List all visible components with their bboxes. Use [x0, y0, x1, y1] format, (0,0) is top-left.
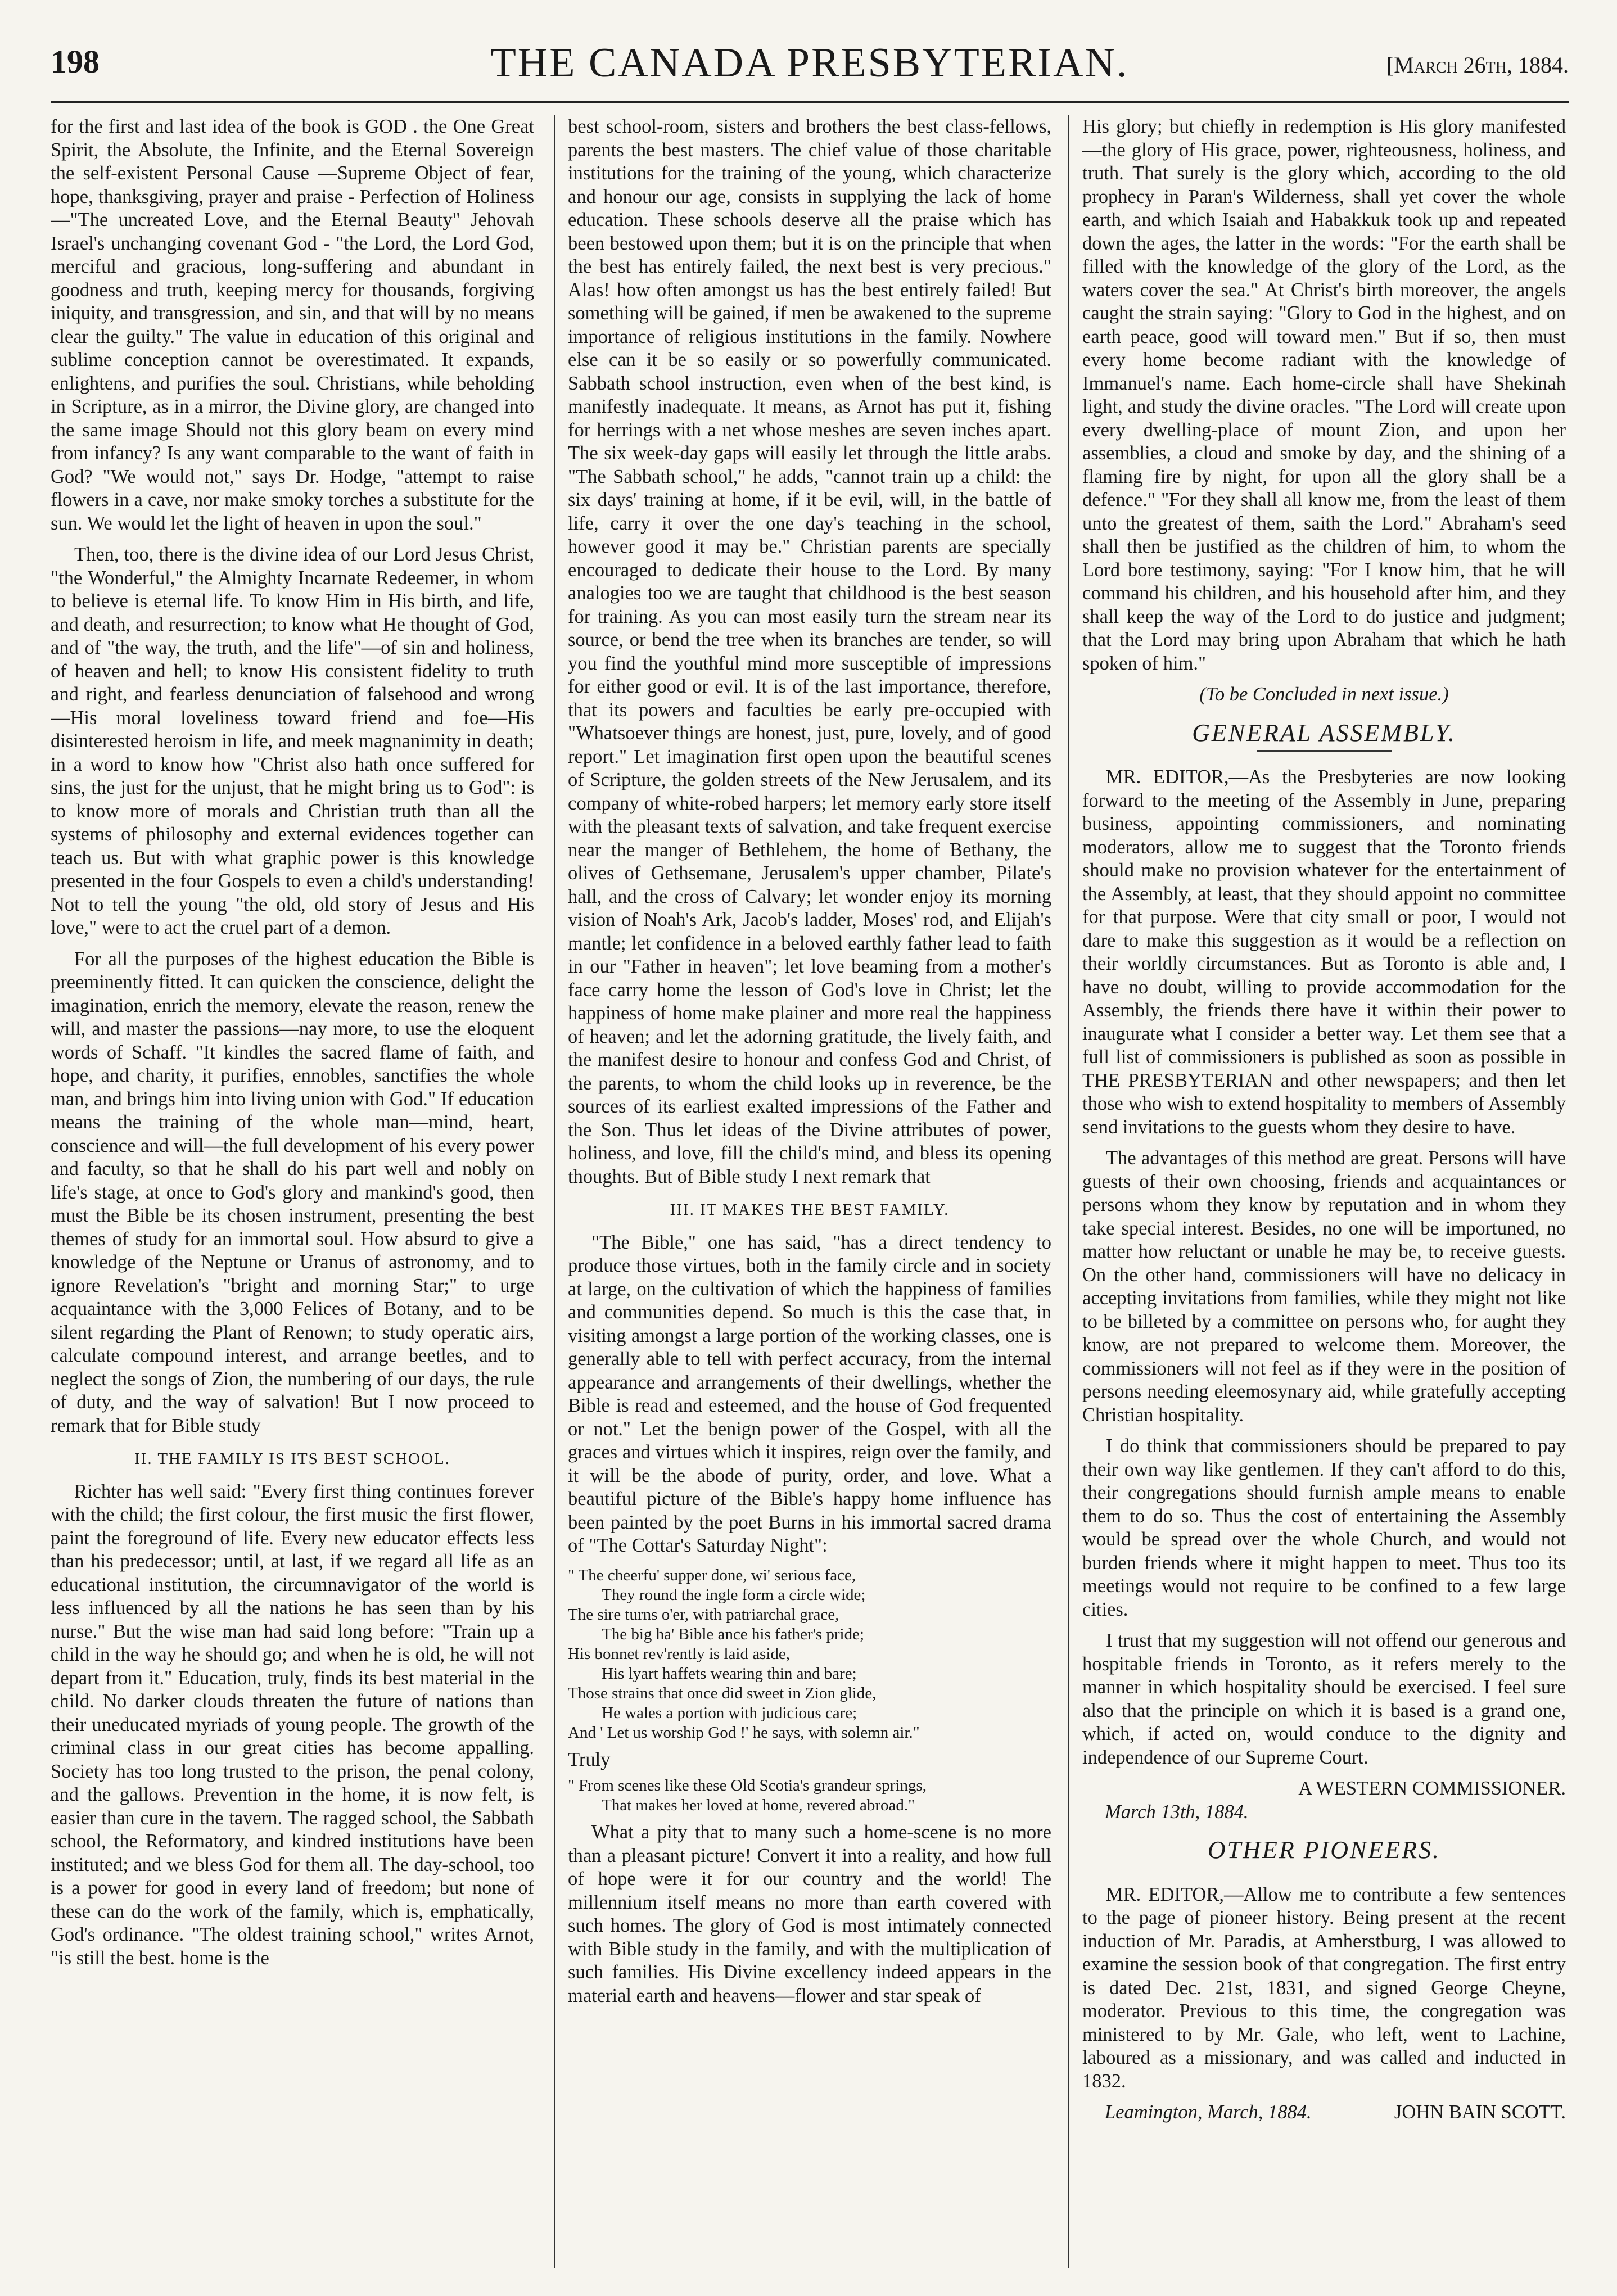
paragraph: What a pity that to many such a home-scene is no more than a pleasant picture! Convert it into a reality, and how full of hope were it for our country and the world! The millennium itself means no more than earth covered with such homes. The glory of God is most intimately connected with Bible study in the family, and with the multiplication of such families. His Divine excellency indeed appears in the material earth and heavens—flower and star speak of	[568, 1822, 1051, 2006]
signature: JOHN BAIN SCOTT.	[1394, 2101, 1566, 2123]
dateline: March 13th, 1884.	[1105, 1801, 1249, 1823]
heading-rule	[1257, 750, 1392, 754]
poem-line: His bonnet rev'rently is laid aside,	[568, 1644, 791, 1663]
paragraph: The advantages of this method are great. Persons will have guests of their own choosing, friends and acquaintances or persons whom they know by reputation and in whom they take special interest. Besides, no one will be importuned, no matter how reluctant or unable he may be, to receive guests. On the other hand, commissioners will have no delicacy in accepting invitations from families, while they might not like to be billeted by a committee on persons who, for aught they know, are not prepared to welcome them. Moreover, the commissioners will not feel as if they were in the position of persons needing eleemosynary aid, while gratefully accepting Christian hospitality.	[1082, 1147, 1566, 1426]
poem-line: He wales a portion with judicious care;	[602, 1703, 857, 1722]
poem-line: The big ha' Bible ance his father's pride;	[602, 1625, 865, 1643]
signature: A WESTERN COMMISSIONER.	[1298, 1778, 1566, 1799]
column-left	[51, 115, 534, 2268]
paragraph: I trust that my suggestion will not offend our generous and hospitable friends in Toronto, as it refers merely to the manner in which hospitality should be exercised. I feel sure also that the principle on which it is based is a grand one, which, if acted on, would conduce to the dignity and independence of our Supreme Court.	[1082, 1630, 1566, 1768]
paragraph: Then, too, there is the divine idea of our Lord Jesus Christ, "the Wonderful," the Almighty Incarnate Redeemer, in whom to believe is eternal life. To know Him in His birth, and life, and death, and resurrection; to know what He thought of God, and of "the way, the truth, and the life"—of sin and holiness, of heaven and hell; to know His consistent fidelity to truth and right, and fearless denunciation of falsehood and wrong—His moral loveliness toward friend and foe—His disinterested heroism in life, and meek magnanimity in death; in a word to know how "Christ also hath once suffered for sins, the just for the unjust, that he might bring us to God": is to know more of morals and Christian truth than all the systems of philosophy and external evidences together can teach us. But with what graphic power is this knowledge presented in the four Gospels to even a child's understanding! Not to tell the young "the old, old story of Jesus and His love," were to act the cruel part of a demon.	[51, 544, 534, 938]
signature-line	[1082, 2101, 1566, 2125]
subheading: III. IT MAKES THE BEST FAMILY.	[670, 1201, 950, 1219]
poem-line: They round the ingle form a circle wide;	[602, 1585, 866, 1604]
poem-connector: Truly	[568, 1748, 611, 1770]
subheading: II. THE FAMILY IS ITS BEST SCHOOL.	[134, 1450, 450, 1468]
poem-line: His lyart haffets wearing thin and bare;	[602, 1664, 857, 1683]
paragraph: "The Bible," one has said, "has a direct tendency to produce those virtues, both in the family circle and in society at large, on the cultivation of which the happiness of families and communities depend. So much is this the case that, in visiting amongst a large portion of the working classes, one is generally able to tell with perfect accuracy, from the internal appearance and arrangements of their dwellings, whether the Bible is read and esteemed, and the house of God frequented or not." Let the benign power of the Gospel, with all the graces and virtues which it inspires, reign over the family, and it will be the abode of purity, order, and love. What a beautiful picture of the Bible's happy home influence has been painted by the poet Burns in his immortal sacred drama of "The Cottar's Saturday Night":	[568, 1231, 1051, 1556]
column-right	[1082, 115, 1566, 2268]
paragraph: for the first and last idea of the book is GOD . the One Great Spirit, the Absolute, the Infinite, and the Eternal Sovereign the self-existent Personal Cause —Supreme Object of fear, hope, thanksgiving, prayer and praise - Perfection of Holiness—"The uncreated Love, and the Eternal Beauty" Jehovah Israel's unchanging covenant God - "the Lord, the Lord God, merciful and gracious, long-suffering and abundant in goodness and truth, keeping mercy for thousands, forgiving iniquity, and transgression, and sin, and that will by no means clear the guilty." The value in education of this original and sublime conception cannot be overestimated. It expands, enlightens, and purifies the soul. Christians, while beholding in Scripture, as in a mirror, the Divine glory, are changed into the same image Should not this glory beam on every mind from infancy? Is any want comparable to the want of faith in God? "We would not," says Dr. Hodge, "attempt to raise flowers in a cave, nor make smoky torches a substitute for the sun. We would let the light of heaven in upon the soul."	[51, 116, 534, 534]
paragraph: His glory; but chiefly in redemption is His glory manifested—the glory of His grace, power, righteousness, holiness, and truth. That surely is the glory which, according to the old prophecy in Paran's Wilderness, shall yet cover the whole earth, and which Isaiah and Habakkuk took up and repeated down the ages, the latter in the words: "For the earth shall be filled with the knowledge of the glory of the Lord, as the waters cover the sea." At Christ's birth moreover, the angels caught the strain saying: "Glory to God in the highest, and on earth peace, good will toward men." But if so, then must every home become radiant with the knowledge of Immanuel's name. Each home-circle shall have Shekinah light, and study the divine oracles. "The Lord will create upon every dwelling-place of mount Zion, and upon her assemblies, a cloud and smoke by day, and the shining of a flaming fire by night, for upon all the glory shall be a defence." "For they shall all know me, from the least of them unto the greatest of them, saith the Lord." Abraham's seed shall then be justified as the children of him, to whom the Lord bore testimony, saying: "For I know him, that he will command his children, and his household after him, and they shall keep the way of the Lord to do justice and judgment; that the Lord may bring upon Abraham that which he hath spoken of him."	[1082, 116, 1566, 674]
paper-title: THE CANADA PRESBYTERIAN.	[490, 40, 1129, 86]
poem-line: And ' Let us worship God !' he says, with solemn air."	[568, 1723, 920, 1742]
paragraph: MR. EDITOR,—As the Presbyteries are now looking forward to the meeting of the Assembly in June, preparing business, appointing commissioners, and nominating moderators, allow me to suggest that the Toronto friends should make no provision whatever for the entertainment of the Assembly, at least, that they should appoint no committee for that purpose. Were that city small or poor, I would not dare to make this suggestion as it would be a reflection on their worldly circumstances. But as Toronto is able and, I have no doubt, willing to provide accommodation for the Assembly, the friends there have it within their power to inaugurate what I consider a better way. Let them see that a full list of commissioners is published as soon as possible in THE PRESBYTERIAN and other newspapers; and then let those who wish to extend hospitality to members of Assembly send invitations to the guests whom they desire to have.	[1082, 766, 1566, 1138]
paragraph: I do think that commissioners should be prepared to pay their own way like gentlemen. If they can't afford to do this, their congregations should furnish ample means to enable them to do so. Thus the cost of entertaining the Assembly would be spread over the whole Church, and would not burden friends where it might happen to meet. Thus too its meetings would not require to be confined to a few large cities.	[1082, 1435, 1566, 1620]
article-heading-general-assembly: GENERAL ASSEMBLY.	[1192, 718, 1456, 747]
column-rule	[1068, 115, 1069, 2268]
poem-line: " From scenes like these Old Scotia's grandeur springs,	[568, 1777, 927, 1795]
paragraph: Richter has well said: "Every first thing continues forever with the child; the first colour, the first music the first flower, paint the foreground of life. Every new educator effects less than his predecessor; until, at last, if we regard all life as an educational institution, the circumnavigator of the world is less influenced by all the nations he has seen than by his nurse." But the wise man had said long before: "Train up a child in the way he should go; and when he is old, he will not depart from it." Education, truly, finds its best material in the child. No darker clouds threaten the future of nations than their uneducated myriads of young people. The growth of the criminal class in our great cities has become appalling. Society has too long trusted to the prison, the penal colony, and the gallows. Prevention in the home, it is now felt, is easier than cure in the tavern. The ragged school, the Sabbath school, the Reformatory, and kindred institutions have been instituted; and we bless God for them all. The day-school, too is a power for good in every land of freedom; but none of these can do the work of the family, which is, emphatically, God's ordinance. "The oldest training school," writes Arnot, "is still the best. home is the	[51, 1480, 534, 1969]
column-middle	[568, 115, 1051, 2268]
paragraph: MR. EDITOR,—Allow me to contribute a few sentences to the page of pioneer history. Being present at the recent induction of Mr. Paradis, at Amherstburg, I was allowed to examine the session book of that congregation. The first entry is dated Dec. 21st, 1831, and signed George Cheyne, moderator. Previous to this time, the congregation was ministered to by Mr. Gale, who left, went to Lachine, laboured as a missionary, and was called and inducted in 1832.	[1082, 1883, 1566, 2092]
article-heading-other-pioneers: OTHER PIONEERS.	[1207, 1836, 1441, 1864]
heading-rule	[1257, 1868, 1392, 1872]
column-rule	[554, 115, 555, 2268]
poem-quote	[568, 1566, 1051, 1743]
dateline: Leamington, March, 1884.	[1105, 2101, 1312, 2123]
poem-line: That makes her loved at home, revered abroad."	[602, 1796, 915, 1814]
poem-quote	[568, 1776, 1051, 1815]
paragraph: best school-room, sisters and brothers the best class-fellows, parents the best masters. The chief value of those charitable institutions for the training of the young, which characterize and honour our age, consists in supplying the lack of home education. These schools deserve all the praise which has been bestowed upon them; but it is on the principle that when the best has entirely failed, the next best is very precious." Alas! how often amongst us has the best entirely failed! But something will be gained, if men be awakened to the supreme importance of religious institutions in the family. Nowhere else can it be so easily or so powerfully communicated. Sabbath school instruction, even when of the best kind, is manifestly inadequate. It means, as Arnot has put it, fishing for herrings with a net whose meshes are seven inches apart. The six week-day gaps will easily let through the little arabs. "The Sabbath school," he adds, "cannot train up a child: the six days' training at home, if it be evil, will, in the battle of life, carry it over the one day's teaching in the school, however good it may be." Christian parents are specially encouraged to dedicate their house to the Lord. By many analogies too we are taught that childhood is the best season for training. As you can most easily turn the stream near its source, or bend the tree when its branches are tender, so will you find the youthful mind more susceptible of impressions for either good or evil. It is of the last importance, therefore, that its powers and faculties be early pre-occupied with "Whatsoever things are honest, just, pure, lovely, and of good report." Let imagination first open upon the beautiful scenes of Scripture, the golden streets of the New Jerusalem, and its company of white-robed harpers; let memory early store itself with the pleasant texts of salvation, and take frequent exercise near the manger of Bethlehem, the home of Bethany, the olives of Gethsemane, Jerusalem's upper chamber, Pilate's hall, and the cross of Calvary; let wonder enjoy its morning vision of Noah's Ark, Jacob's ladder, Moses' rod, and Elijah's mantle; let confidence in a beloved earthly father lead to faith in our "Father in heaven"; let love beaming from a mother's face carry home the lesson of God's love in Christ; let the happiness of home make plainer and more real the happiness of heaven; and let the adorning gratitude, the lively faith, and the manifest desire to honour and confess God and Christ, of the parents, to whom the child looks up in reverence, be the sources of its earliest exalted impressions of the Father and the Son. Thus let ideas of the Divine attributes of power, holiness, and love, fill the child's mind, and bless its opening thoughts. But of Bible study I next remark that	[568, 116, 1051, 1187]
paragraph: For all the purposes of the highest education the Bible is preeminently fitted. It can quicken the conscience, delight the imagination, enrich the memory, elevate the reason, renew the will, and master the passions—nay more, to use the eloquent words of Schaff. "It kindles the sacred flame of faith, and hope, and charity, it purifies, ennobles, sanctifies the whole man, and brings him into living union with God." If education means the training of the whole man—mind, heart, conscience and will—the full development of his every power and faculty, so that he shall do his part well and nobly on life's stage, at once to God's glory and mankind's good, then must the Bible be its chosen instrument, presenting the best themes of study for an immortal soul. How absurd to give a knowledge of the Neptune or Uranus of astronomy, and to ignore Revelation's "bright and morning Star;" to urge acquaintance with the 3,000 Felices of Botany, and to be silent regarding the Plant of Renown; to study operatic airs, calculate compound interest, and arrange beetles, and to neglect the songs of Zion, the numbering of our days, the rule of duty, and the way of salvation! But I now proceed to remark that for Bible study	[51, 948, 534, 1436]
continuation-note: (To be Concluded in next issue.)	[1199, 684, 1449, 705]
poem-line: " The cheerfu' supper done, wi' serious face,	[568, 1566, 856, 1584]
poem-line: Those strains that once did sweet in Zion glide,	[568, 1684, 877, 1702]
masthead	[51, 39, 1569, 103]
issue-date: [March 26th, 1884.	[1386, 52, 1569, 78]
page-number: 198	[51, 43, 100, 80]
poem-line: The sire turns o'er, with patriarchal grace,	[568, 1605, 839, 1624]
